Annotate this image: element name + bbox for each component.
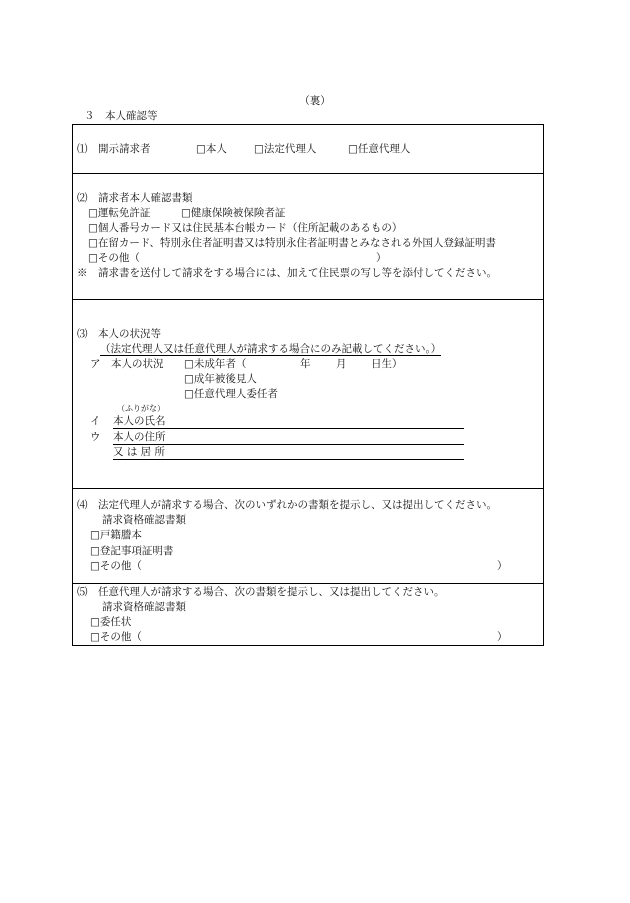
- status-label: ア 本人の状況: [90, 358, 164, 370]
- checkbox-adult-ward[interactable]: □成年被後見人: [184, 373, 257, 385]
- close-paren: ）: [497, 560, 508, 572]
- id-docs-title: ⑵ 請求者本人確認書類: [77, 192, 193, 204]
- name-label: 本人の氏名: [113, 415, 166, 427]
- requester-title: ⑴ 開示請求者: [77, 143, 151, 155]
- close-paren: ）: [376, 252, 387, 264]
- birth-month-label: 月: [336, 358, 347, 370]
- birth-day-label: 日生）: [371, 358, 403, 370]
- divider-1: [73, 173, 543, 174]
- checkbox-koseki[interactable]: □戸籍謄本: [90, 529, 142, 541]
- checkbox-health-insurance[interactable]: □健康保険被保険者証: [181, 207, 286, 219]
- checkbox-minor[interactable]: □未成年者（: [184, 358, 247, 370]
- status-subtitle: [100, 343, 441, 356]
- name-input-line[interactable]: [113, 428, 464, 429]
- voluntary-agent-docs-title: ⑸ 任意代理人が請求する場合、次の書類を提示し、又は提出してください。: [77, 586, 445, 598]
- checkbox-self[interactable]: □本人: [196, 143, 227, 155]
- residence-label: 又 は 居 所: [113, 446, 166, 458]
- checkbox-registry-cert[interactable]: □登記事項証明書: [90, 545, 174, 557]
- checkbox-residence-card[interactable]: □在留カード、特別永住者証明書又は特別永住者証明書とみなされる外国人登録証明書: [88, 237, 496, 249]
- checkbox-other-id[interactable]: □その他（: [88, 252, 140, 264]
- divider-4: [73, 583, 543, 584]
- checkbox-other-voluntary[interactable]: □その他（: [90, 631, 142, 643]
- status-title: ⑶ 本人の状況等: [77, 328, 161, 340]
- checkbox-principal[interactable]: □任意代理人委任者: [184, 388, 278, 400]
- address-input-line[interactable]: [113, 444, 464, 445]
- furigana-label: （ふりがな）: [117, 404, 165, 413]
- divider-2: [73, 299, 543, 300]
- address-prefix: ウ: [90, 431, 101, 443]
- name-prefix: イ: [90, 415, 101, 427]
- checkbox-power-of-attorney[interactable]: □委任状: [90, 616, 132, 628]
- status-subtitle-text: （法定代理人又は任意代理人が請求する場合にのみ記載してください。）: [100, 343, 442, 355]
- close-paren: ）: [497, 631, 508, 643]
- checkbox-voluntary-agent[interactable]: □任意代理人: [348, 143, 411, 155]
- checkbox-other-legal[interactable]: □その他（: [90, 560, 142, 572]
- checkbox-legal-agent[interactable]: □法定代理人: [254, 143, 317, 155]
- checkbox-drivers-license[interactable]: □運転免許証: [88, 207, 151, 219]
- legal-agent-docs-title: ⑷ 法定代理人が請求する場合、次のいずれかの書類を提示し、又は提出してください。: [77, 499, 497, 511]
- residence-input-line[interactable]: [113, 459, 464, 460]
- mail-request-note: ※ 請求書を送付して請求をする場合には、加えて住民票の写し等を添付してください。: [77, 267, 497, 279]
- checkbox-mynumber-card[interactable]: □個人番号カード又は住民基本台帳カード（住所記載のあるもの）: [88, 222, 403, 234]
- section-heading: ３ 本人確認等: [84, 110, 158, 122]
- address-label: 本人の住所: [113, 431, 166, 443]
- birth-year-label: 年: [300, 358, 311, 370]
- page-side-note: （裏）: [299, 95, 331, 107]
- voluntary-agent-docs-label: 請求資格確認書類: [102, 601, 186, 613]
- legal-agent-docs-label: 請求資格確認書類: [102, 514, 186, 526]
- divider-3: [73, 488, 543, 489]
